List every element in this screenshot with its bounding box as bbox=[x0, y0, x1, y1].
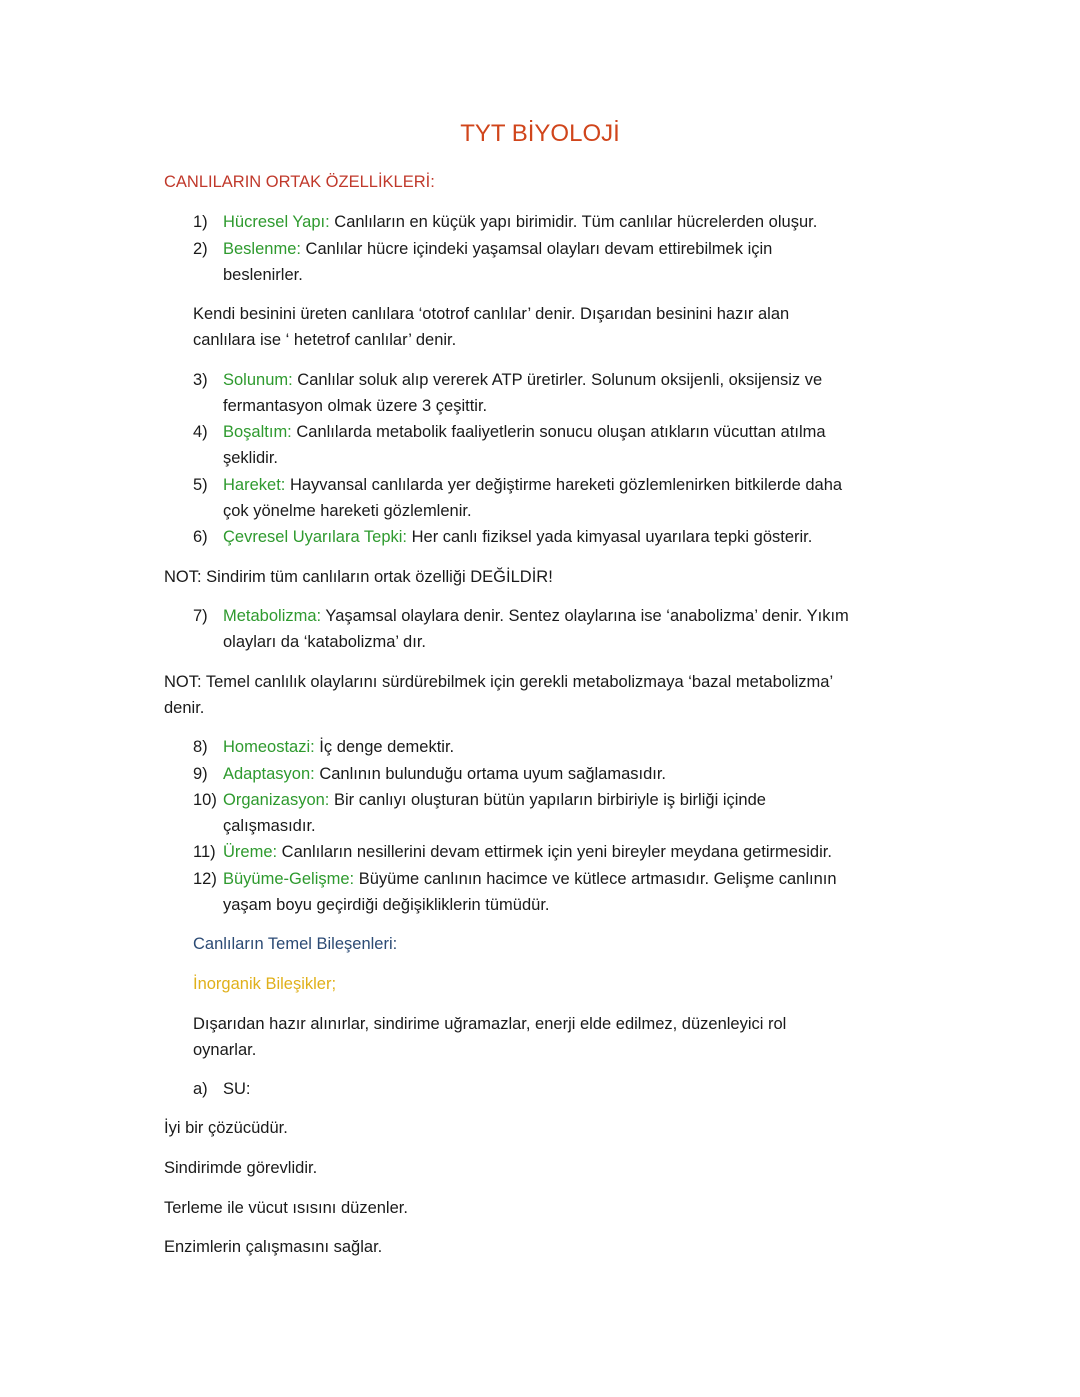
paragraph-line: oynarlar. bbox=[193, 1041, 257, 1059]
item-text-continued: olayları da ‘katabolizma’ dır. bbox=[223, 633, 426, 651]
item-number: 10) bbox=[193, 791, 217, 809]
list-item bbox=[223, 866, 837, 892]
item-text-continued: şeklidir. bbox=[223, 449, 279, 467]
list-item bbox=[223, 787, 766, 813]
item-text: Canlılarda metabolik faaliyetlerin sonucu oluşan atıkların vücuttan atılma bbox=[291, 423, 826, 441]
item-number: 6) bbox=[193, 528, 208, 546]
item-term: Beslenme: bbox=[223, 240, 301, 258]
list-item bbox=[223, 472, 842, 498]
item-number: 12) bbox=[193, 870, 217, 888]
note-line: NOT: Sindirim tüm canlıların ortak özelliği DEĞİLDİR! bbox=[164, 568, 553, 586]
item-text-continued: çalışmasıdır. bbox=[223, 817, 316, 835]
item-term: Üreme: bbox=[223, 843, 278, 861]
page-title: TYT BİYOLOJİ bbox=[460, 120, 620, 147]
item-number: a) bbox=[193, 1080, 208, 1098]
item-text: Her canlı fiziksel yada kimyasal uyarılara tepki gösterir. bbox=[407, 528, 813, 546]
item-number: 3) bbox=[193, 371, 208, 389]
list-item bbox=[223, 603, 849, 629]
item-text-continued: beslenirler. bbox=[223, 266, 303, 284]
paragraph-line: canlılara ise ‘ hetetrof canlılar’ denir. bbox=[193, 331, 457, 349]
fact-line: Sindirimde görevlidir. bbox=[164, 1159, 318, 1177]
fact-line: İyi bir çözücüdür. bbox=[164, 1119, 288, 1137]
list-item bbox=[223, 839, 832, 865]
list-item bbox=[223, 209, 817, 235]
item-text-continued: yaşam boyu geçirdiği değişikliklerin tümüdür. bbox=[223, 896, 550, 914]
item-text-continued: fermantasyon olmak üzere 3 çeşittir. bbox=[223, 397, 488, 415]
list-item bbox=[223, 761, 666, 787]
item-number: 9) bbox=[193, 765, 208, 783]
item-text: Canlılar hücre içindeki yaşamsal olayları devam ettirebilmek için bbox=[300, 240, 773, 258]
item-number: 5) bbox=[193, 476, 208, 494]
item-number: 7) bbox=[193, 607, 208, 625]
subheading-temel-bilesenler: Canlıların Temel Bileşenleri: bbox=[193, 935, 398, 953]
item-term: Solunum: bbox=[223, 371, 293, 389]
item-number: 11) bbox=[193, 843, 216, 861]
fact-line: Terleme ile vücut ısısını düzenler. bbox=[164, 1199, 408, 1217]
paragraph-line: Kendi besinini üreten canlılara ‘ototrof canlılar’ denir. Dışarıdan besinini hazır alan bbox=[193, 305, 790, 323]
item-text-continued: çok yönelme hareketi gözlemlenir. bbox=[223, 502, 472, 520]
item-text: Bir canlıyı oluşturan bütün yapıların birbiriyle iş birliği içinde bbox=[329, 791, 766, 809]
fact-line: Enzimlerin çalışmasını sağlar. bbox=[164, 1238, 383, 1256]
item-text: Canlılar soluk alıp vererek ATP üretirler. Solunum oksijenli, oksijensiz ve bbox=[292, 371, 823, 389]
item-text: Büyüme canlının hacimce ve kütlece artmasıdır. Gelişme canlının bbox=[354, 870, 837, 888]
list-item bbox=[223, 236, 772, 262]
item-term: Hücresel Yapı: bbox=[223, 213, 330, 231]
item-term: Büyüme-Gelişme: bbox=[223, 870, 355, 888]
note-line: NOT: Temel canlılık olaylarını sürdürebilmek için gerekli metabolizmaya ‘bazal metabolizma’ bbox=[164, 673, 834, 691]
item-term: Boşaltım: bbox=[223, 423, 292, 441]
item-term: Hareket: bbox=[223, 476, 286, 494]
item-number: 4) bbox=[193, 423, 208, 441]
item-number: 1) bbox=[193, 213, 208, 231]
subheading-inorganik: İnorganik Bileşikler; bbox=[193, 975, 337, 993]
item-text: Hayvansal canlılarda yer değiştirme hareketi gözlemlenirken bitkilerde daha bbox=[285, 476, 843, 494]
item-term: Homeostazi: bbox=[223, 738, 315, 756]
list-item bbox=[223, 419, 826, 445]
item-text: Canlıların en küçük yapı birimidir. Tüm canlılar hücrelerden oluşur. bbox=[329, 213, 818, 231]
item-number: 8) bbox=[193, 738, 208, 756]
paragraph-line: Dışarıdan hazır alınırlar, sindirime uğramazlar, enerji elde edilmez, düzenleyici rol bbox=[193, 1015, 787, 1033]
item-text: Canlıların nesillerini devam ettirmek için yeni bireyler meydana getirmesidir. bbox=[277, 843, 832, 861]
list-item bbox=[223, 734, 454, 760]
item-text: Yaşamsal olaylara denir. Sentez olaylarına ise ‘anabolizma’ denir. Yıkım bbox=[321, 607, 849, 625]
item-number: 2) bbox=[193, 240, 208, 258]
note-line: denir. bbox=[164, 699, 205, 717]
item-term: Adaptasyon: bbox=[223, 765, 315, 783]
item-text: İç denge demektir. bbox=[314, 738, 455, 756]
item-text: Canlının bulunduğu ortama uyum sağlamasıdır. bbox=[314, 765, 667, 783]
list-item bbox=[223, 524, 812, 550]
list-item bbox=[223, 367, 822, 393]
su-label: SU: bbox=[223, 1080, 251, 1098]
item-term: Organizasyon: bbox=[223, 791, 330, 809]
section-heading: CANLILARIN ORTAK ÖZELLİKLERİ: bbox=[164, 173, 435, 191]
item-term: Metabolizma: bbox=[223, 607, 322, 625]
item-term: Çevresel Uyarılara Tepki: bbox=[223, 528, 408, 546]
